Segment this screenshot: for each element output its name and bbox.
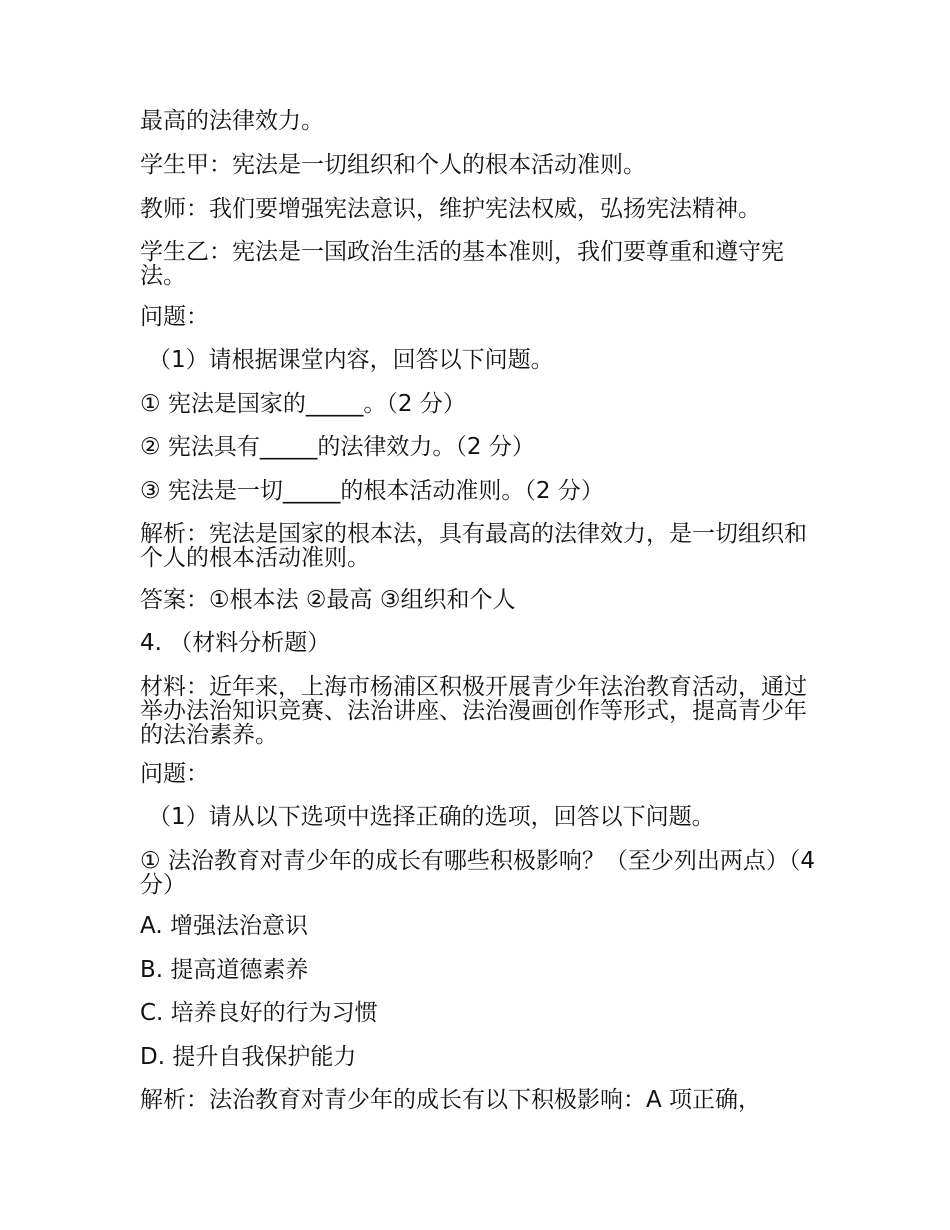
- fill-blank-item: ① 宪法是国家的_____。（2 分）: [140, 391, 466, 417]
- option-a: A. 增强法治意识: [140, 913, 308, 939]
- option-c: C. 培养良好的行为习惯: [140, 1000, 378, 1026]
- text-line: 教师：我们要增强宪法意识，维护宪法权威，弘扬宪法精神。: [140, 196, 761, 222]
- question-label: 问题：: [140, 304, 209, 330]
- fill-blank-item: ② 宪法具有_____的法律效力。（2 分）: [140, 434, 535, 460]
- answer-line: 答案：①根本法 ②最高 ③组织和个人: [140, 587, 516, 613]
- sub-question: ① 法治教育对青少年的成长有哪些积极影响？（至少列出两点）（4 分）: [140, 848, 823, 898]
- text-paragraph: 学生乙：宪法是一国政治生活的基本准则，我们要尊重和遵守宪法。: [140, 239, 784, 289]
- option-d: D. 提升自我保护能力: [140, 1044, 357, 1070]
- question-prompt: （1）请根据课堂内容，回答以下问题。: [148, 347, 554, 373]
- material-paragraph: 材料：近年来，上海市杨浦区积极开展青少年法治教育活动，通过举办法治知识竞赛、法治讲座、法治漫画创作等形式，提高青少年的法治素养。: [140, 674, 807, 748]
- text-line: 学生甲：宪法是一切组织和个人的根本活动准则。: [140, 152, 646, 178]
- question-prompt: （1）请从以下选项中选择正确的选项，回答以下问题。: [148, 804, 715, 830]
- question-heading: 4. （材料分析题）: [140, 630, 331, 656]
- text-line: 最高的法律效力。: [140, 108, 324, 134]
- analysis-paragraph: 解析：宪法是国家的根本法，具有最高的法律效力，是一切组织和个人的根本活动准则。: [140, 521, 807, 571]
- question-label: 问题：: [140, 761, 209, 787]
- analysis-line: 解析：法治教育对青少年的成长有以下积极影响：A 项正确，: [140, 1087, 762, 1113]
- fill-blank-item: ③ 宪法是一切_____的根本活动准则。（2 分）: [140, 478, 604, 504]
- option-b: B. 提高道德素养: [140, 957, 309, 983]
